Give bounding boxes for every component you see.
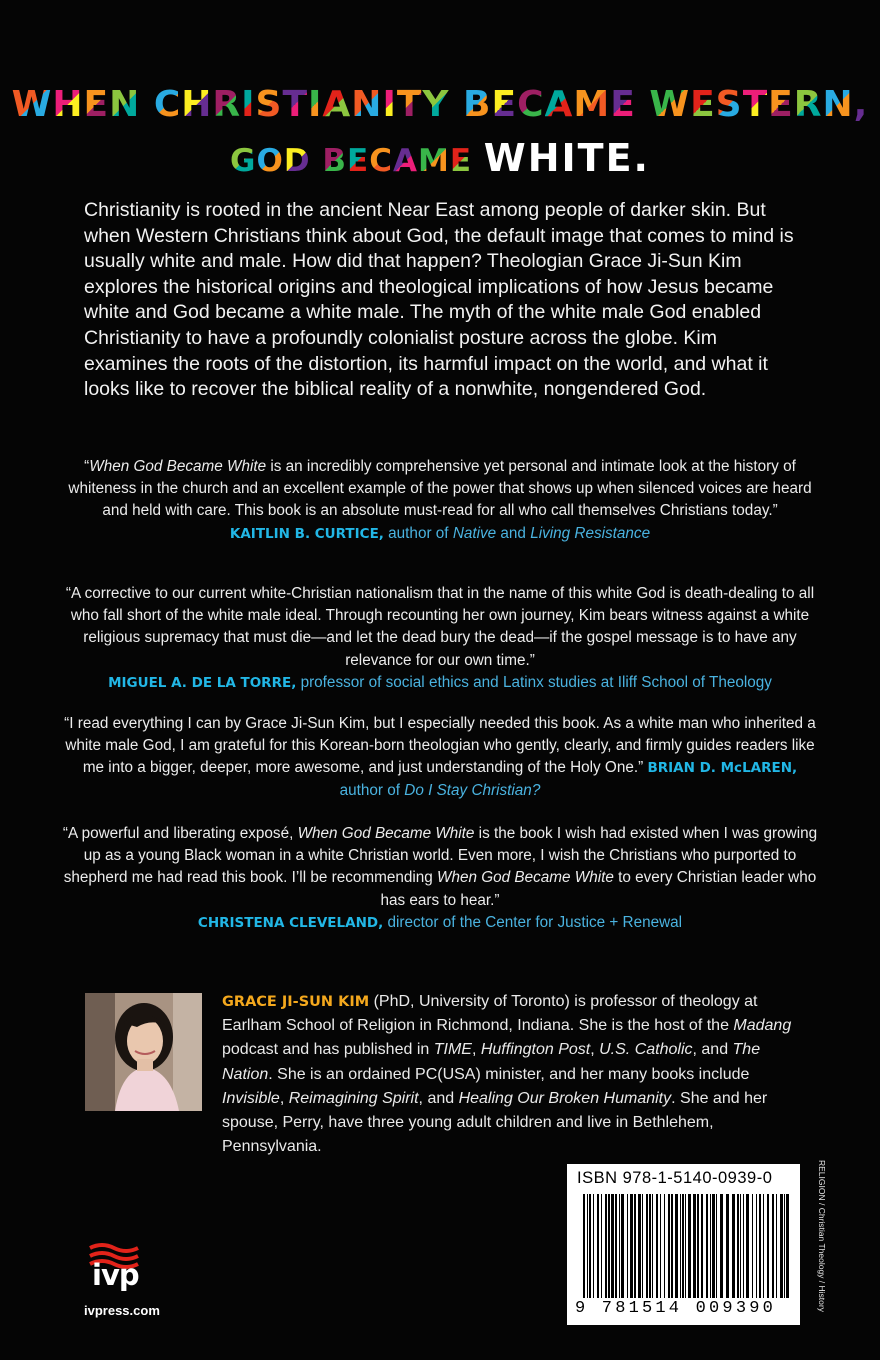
endorsement-3: [60, 713, 820, 802]
book-description: Christianity is rooted in the ancient Near East among people of darker skin. But when Western Christians think about God, the default image that comes to mind is usually white and male. How did that happen? Theologian Grace Ji-Sun Kim explores the historical origins and theological implications of how Jesus became white and God became a white male. The myth of the white male God enabled Christianity to have a profoundly colonialist posture across the globe. Kim examines the roots of the distortion, its harmful impact on the world, and what it looks like to recover the biblical reality of a nonwhite, nongendered God.: [84, 199, 794, 401]
book-title: When God Became White: [297, 825, 475, 842]
endorser-desc: author of: [383, 524, 453, 542]
endorser-book: Native: [452, 524, 497, 542]
barcode-icon: [575, 1194, 793, 1298]
book-title: When God Became White: [437, 869, 614, 887]
bisac-category: [811, 1160, 831, 1330]
isbn-label: ISBN 978-1-5140-0939-0: [577, 1169, 773, 1187]
endorser-desc: director of the Center for Justice + Renewal: [383, 913, 683, 931]
endorsement-4: [60, 823, 820, 934]
endorser-name: CHRISTENA CLEVELAND,: [197, 914, 384, 931]
endorsement-2: [60, 583, 820, 694]
endorser-desc: professor of social ethics and Latinx studies at Iliff School of Theology: [296, 673, 772, 691]
endorsement-text: “I read everything I can by Grace Ji-Sun Kim, but I especially needed this book. As a white man who inherited a white male God, I am grateful for this Korean-born theologian who gently, clearly, and firmly guides readers like me into a bigger, deeper, more awesome, and just understanding of the Holy One.”: [64, 715, 816, 777]
endorser-desc: and: [496, 524, 531, 542]
isbn-barcode: [567, 1164, 800, 1325]
endorser-book: Do I Stay Christian?: [404, 781, 541, 799]
headline-line-1: WHEN CHRISTIANITY BECAME WESTERN,: [11, 84, 869, 125]
endorser-name: BRIAN D. McLAREN,: [647, 760, 798, 777]
ivp-logo-text: ivp: [92, 1258, 139, 1292]
endorser-name: KAITLIN B. CURTICE,: [229, 525, 384, 542]
endorser-book: Living Resistance: [530, 524, 651, 542]
author-photo: [85, 993, 202, 1111]
author-bio: GRACE JI-SUN KIM (PhD, University of Toronto) is professor of theology at Earlham School of Religion in Richmond, Indiana. She is the host of the Madang podcast and has published in TIME, Huffington Post, U.S. Catholic, and The Nation. She is an ordained PC(USA) minister, and her many books include Invisible, Reimagining Spirit, and Healing Our Broken Humanity. She and her spouse, Perry, have three young adult children and live in Bethlehem, Pennsylvania.: [222, 993, 792, 1156]
endorsement-text: is the book I wish had existed when I was growing up as a young Black woman in a white Christian world. Even more, I wish the Christians who purported to shepherd me had read this book. I’ll be recommending: [63, 825, 818, 887]
headline-emphasis: WHITE.: [483, 136, 650, 180]
headline-prefix: GOD BECAME: [230, 143, 472, 179]
quote-mark: “: [84, 458, 90, 475]
endorsement-text: is an incredibly comprehensive yet personal and intimate look at the history of whiteness in the church and an excellent example of the power that shows up when silenced voices are heard and held with care. This book is an absolute must-read for all who call themselves Christians today.”: [68, 458, 812, 520]
author-name: GRACE JI-SUN KIM: [222, 994, 370, 1010]
endorsement-1: [60, 456, 820, 545]
headline-line-2: [0, 136, 880, 180]
endorser-name: MIGUEL A. DE LA TORRE,: [108, 674, 297, 691]
endorser-desc: author of: [339, 781, 405, 799]
barcode-number: 9 781514 009390: [575, 1299, 777, 1318]
book-title: When God Became White: [89, 458, 267, 475]
publisher-website: ivpress.com: [84, 1303, 160, 1318]
endorsement-text: to every Christian leader who has ears to hear.”: [380, 869, 817, 909]
author-portrait-icon: [85, 993, 202, 1111]
endorsement-text: “A corrective to our current white-Christian nationalism that in the name of this white God is death-dealing to all who fall short of the white male ideal. Through recounting her own journey, Kim bears witness against a white religious supremacy that must die—and let the dead bury the dead—if the gospel message is to have any relevance for our own time.”: [65, 585, 815, 669]
bisac-text: RELIGION / Christian Theology / History: [817, 1160, 827, 1312]
endorsement-text: “A powerful and liberating exposé,: [62, 825, 298, 842]
